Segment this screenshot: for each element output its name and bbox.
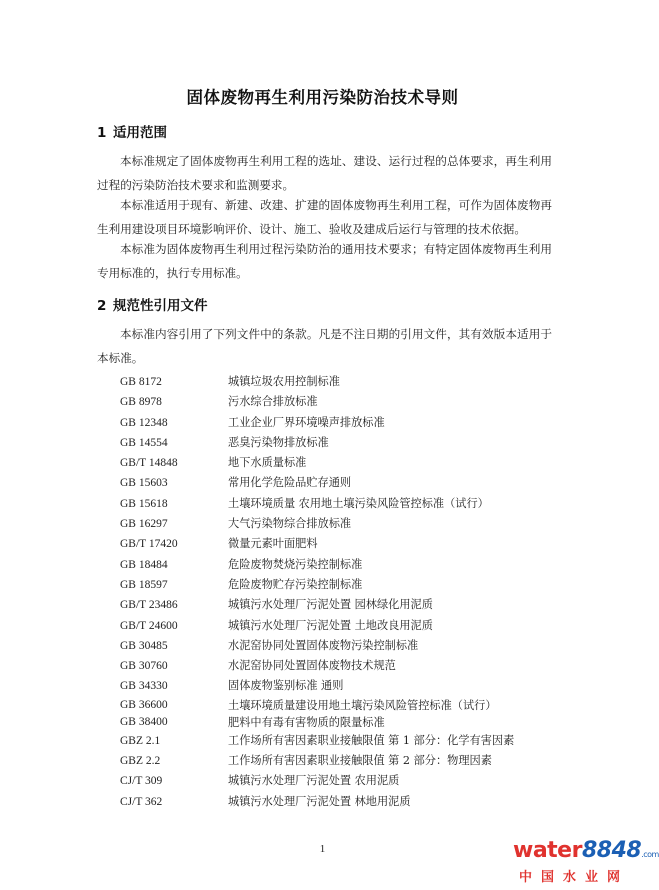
reference-row [120, 731, 560, 751]
reference-code: GB 8978 [120, 396, 162, 409]
references-intro-paragraph: 本标准内容引用了下列文件中的条款。凡是不注日期的引用文件，其有效版本适用于本标准。 [97, 327, 552, 365]
reference-title: 城镇污水处理厂污泥处置 园林绿化用泥质 [228, 598, 433, 612]
section-number: 2 [97, 298, 107, 314]
reference-row [120, 453, 560, 473]
reference-title: 水泥窑协同处置固体废物技术规范 [228, 659, 396, 673]
reference-code: GB 12348 [120, 416, 168, 429]
section-heading-scope [97, 121, 167, 141]
section-number: 1 [97, 125, 107, 141]
reference-code: GB 34330 [120, 680, 168, 693]
reference-row [120, 494, 560, 514]
reference-code: GB 14554 [120, 436, 168, 449]
reference-row [120, 697, 560, 714]
reference-row [120, 392, 560, 412]
reference-code: GB 36600 [120, 698, 168, 711]
section-title: 适用范围 [113, 125, 167, 141]
watermark-logo-word: water [513, 838, 582, 863]
reference-code: GB/T 23486 [120, 599, 178, 612]
reference-code: GB 30485 [120, 639, 168, 652]
watermark-logo-suffix: .com [641, 850, 659, 859]
reference-row [120, 534, 560, 554]
reference-title: 城镇污水处理厂污泥处置 林地用泥质 [228, 794, 411, 808]
reference-row [120, 372, 560, 392]
document-title: 固体废物再生利用污染防治技术导则 [186, 88, 459, 107]
water8848-watermark [513, 838, 659, 886]
reference-title: 大气污染物综合排放标准 [228, 517, 352, 531]
reference-row [120, 413, 560, 433]
reference-title: 城镇污水处理厂污泥处置 土地改良用泥质 [228, 618, 433, 632]
reference-code: GBZ 2.1 [120, 734, 161, 747]
watermark-subtitle: 中国水业网 [519, 870, 630, 885]
reference-list [120, 372, 560, 812]
reference-code: GB 8172 [120, 376, 162, 388]
reference-row [120, 751, 560, 771]
reference-title: 微量元素叶面肥料 [228, 537, 318, 551]
reference-title: 城镇垃圾农用控制标准 [228, 375, 340, 388]
section-title: 规范性引用文件 [113, 298, 208, 314]
reference-title: 肥料中有毒有害物质的限量标准 [228, 715, 385, 729]
reference-code: GB/T 17420 [120, 538, 178, 551]
reference-title: 土壤环境质量建设用地土壤污染风险管控标准（试行） [228, 698, 497, 712]
reference-code: GB 16297 [120, 518, 168, 531]
reference-code: GB 18597 [120, 578, 168, 591]
reference-row [120, 714, 560, 731]
reference-title: 工作场所有害因素职业接触限值 第 2 部分：物理因素 [228, 754, 492, 768]
reference-row [120, 676, 560, 696]
reference-row [120, 792, 560, 812]
scope-paragraph-1: 本标准规定了固体废物再生利用工程的选址、建设、运行过程的总体要求，再生利用过程的污染防治技术要求和监测要求。 [97, 154, 552, 192]
reference-row [120, 771, 560, 791]
reference-code: CJ/T 309 [120, 775, 163, 788]
reference-row [120, 636, 560, 656]
reference-row [120, 656, 560, 676]
reference-title: 危险废物贮存污染控制标准 [228, 577, 363, 591]
reference-title: 固体废物鉴别标准 通则 [228, 679, 344, 693]
reference-code: GB/T 24600 [120, 619, 178, 632]
reference-code: GB 38400 [120, 715, 168, 728]
reference-title: 水泥窑协同处置固体废物污染控制标准 [228, 638, 419, 652]
scope-paragraph-3: 本标准为固体废物再生利用过程污染防治的通用技术要求；有特定固体废物再生利用专用标准的，执行专用标准。 [97, 242, 552, 280]
scope-paragraph-2: 本标准适用于现有、新建、改建、扩建的固体废物再生利用工程，可作为固体废物再生利用建设项目环境影响评价、设计、施工、验收及建成后运行与管理的技术依据。 [97, 198, 552, 236]
watermark-logo-number: 8848 [581, 838, 642, 863]
reference-code: GB 15603 [120, 477, 168, 490]
page-number: 1 [319, 843, 326, 855]
reference-row [120, 595, 560, 615]
reference-code: CJ/T 362 [120, 795, 163, 808]
reference-title: 危险废物焚烧污染控制标准 [228, 557, 363, 571]
reference-title: 工作场所有害因素职业接触限值 第 1 部分：化学有害因素 [228, 733, 515, 747]
reference-row [120, 433, 560, 453]
section-heading-normative-references [97, 294, 208, 314]
reference-title: 恶臭污染物排放标准 [228, 435, 329, 449]
reference-code: GB 15618 [120, 497, 168, 510]
reference-row [120, 514, 560, 534]
reference-code: GB 30760 [120, 660, 168, 673]
reference-code: GB 18484 [120, 558, 168, 571]
reference-title: 土壤环境质量 农用地土壤污染风险管控标准（试行） [228, 496, 489, 510]
reference-code: GBZ 2.2 [120, 755, 161, 768]
reference-title: 城镇污水处理厂污泥处置 农用泥质 [228, 774, 400, 788]
reference-title: 污水综合排放标准 [228, 395, 318, 409]
reference-row [120, 616, 560, 636]
reference-title: 地下水质量标准 [228, 456, 307, 470]
reference-row [120, 575, 560, 595]
reference-row [120, 473, 560, 493]
reference-title: 工业企业厂界环境噪声排放标准 [228, 415, 385, 429]
reference-title: 常用化学危险品贮存通则 [228, 476, 352, 490]
reference-row [120, 555, 560, 575]
reference-code: GB/T 14848 [120, 457, 178, 470]
watermark-logo [513, 838, 659, 863]
